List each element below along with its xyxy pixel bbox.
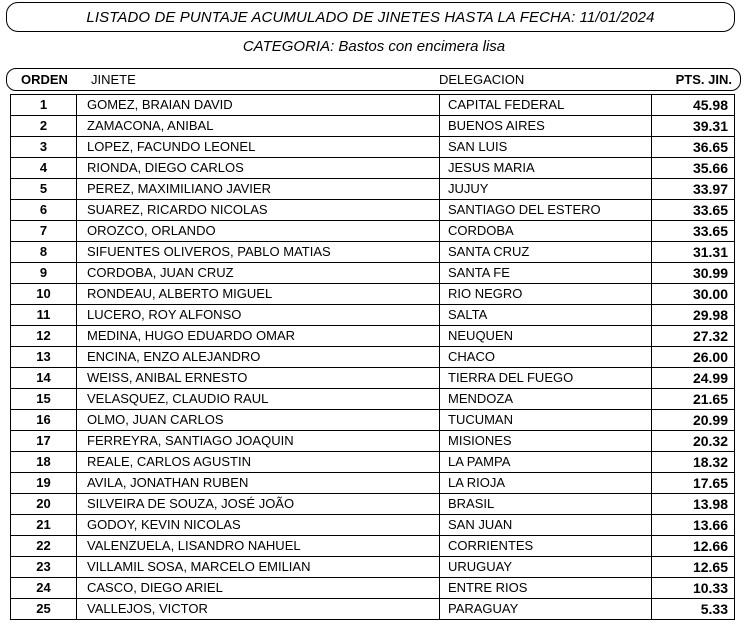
table-row [11, 599, 735, 620]
cell-pts: 21.65 [652, 389, 735, 410]
table-row [11, 95, 735, 116]
cell-pts: 29.98 [652, 305, 735, 326]
header-pts: PTS. JIN. [675, 72, 732, 87]
cell-delegacion: LA RIOJA [440, 473, 652, 494]
cell-jinete: AVILA, JONATHAN RUBEN [77, 473, 440, 494]
table-row [11, 326, 735, 347]
cell-delegacion: SALTA [440, 305, 652, 326]
category-label: CATEGORIA: Bastos con encimera lisa [242, 38, 506, 55]
cell-orden: 6 [11, 200, 77, 221]
cell-orden: 23 [11, 557, 77, 578]
table-row [11, 284, 735, 305]
table-row [11, 158, 735, 179]
table-row [11, 179, 735, 200]
cell-pts: 36.65 [652, 137, 735, 158]
cell-delegacion: BUENOS AIRES [440, 116, 652, 137]
cell-jinete: CASCO, DIEGO ARIEL [77, 578, 440, 599]
cell-jinete: RIONDA, DIEGO CARLOS [77, 158, 440, 179]
cell-orden: 15 [11, 389, 77, 410]
cell-orden: 12 [11, 326, 77, 347]
cell-orden: 8 [11, 242, 77, 263]
table-row [11, 116, 735, 137]
table-row [11, 389, 735, 410]
cell-orden: 19 [11, 473, 77, 494]
cell-pts: 20.32 [652, 431, 735, 452]
cell-orden: 17 [11, 431, 77, 452]
cell-delegacion: MENDOZA [440, 389, 652, 410]
table-row [11, 263, 735, 284]
cell-delegacion: SANTA FE [440, 263, 652, 284]
cell-pts: 24.99 [652, 368, 735, 389]
cell-jinete: LOPEZ, FACUNDO LEONEL [77, 137, 440, 158]
table-row [11, 578, 735, 599]
cell-pts: 13.66 [652, 515, 735, 536]
table-row [11, 473, 735, 494]
cell-pts: 18.32 [652, 452, 735, 473]
header-orden: ORDEN [21, 72, 68, 87]
cell-jinete: VALENZUELA, LISANDRO NAHUEL [77, 536, 440, 557]
cell-delegacion: LA PAMPA [440, 452, 652, 473]
table-row [11, 368, 735, 389]
cell-delegacion: JESUS MARIA [440, 158, 652, 179]
cell-pts: 5.33 [652, 599, 735, 620]
cell-pts: 33.65 [652, 200, 735, 221]
cell-orden: 16 [11, 410, 77, 431]
table-row [11, 200, 735, 221]
cell-pts: 39.31 [652, 116, 735, 137]
table-row [11, 305, 735, 326]
cell-jinete: VALLEJOS, VICTOR [77, 599, 440, 620]
cell-jinete: VILLAMIL SOSA, MARCELO EMILIAN [77, 557, 440, 578]
cell-delegacion: RIO NEGRO [440, 284, 652, 305]
cell-orden: 13 [11, 347, 77, 368]
cell-orden: 7 [11, 221, 77, 242]
cell-jinete: OLMO, JUAN CARLOS [77, 410, 440, 431]
cell-delegacion: SAN LUIS [440, 137, 652, 158]
cell-pts: 33.97 [652, 179, 735, 200]
cell-delegacion: ENTRE RIOS [440, 578, 652, 599]
cell-delegacion: SANTIAGO DEL ESTERO [440, 200, 652, 221]
cell-jinete: RONDEAU, ALBERTO MIGUEL [77, 284, 440, 305]
table-row [11, 515, 735, 536]
cell-pts: 20.99 [652, 410, 735, 431]
cell-orden: 2 [11, 116, 77, 137]
cell-jinete: SUAREZ, RICARDO NICOLAS [77, 200, 440, 221]
ranking-table-body [11, 95, 735, 620]
cell-pts: 30.00 [652, 284, 735, 305]
cell-pts: 13.98 [652, 494, 735, 515]
cell-delegacion: NEUQUEN [440, 326, 652, 347]
cell-pts: 27.32 [652, 326, 735, 347]
cell-delegacion: CORRIENTES [440, 536, 652, 557]
cell-jinete: SILVEIRA DE SOUZA, JOSÉ JOÃO [77, 494, 440, 515]
cell-delegacion: TIERRA DEL FUEGO [440, 368, 652, 389]
cell-pts: 30.99 [652, 263, 735, 284]
cell-delegacion: BRASIL [440, 494, 652, 515]
cell-orden: 4 [11, 158, 77, 179]
cell-jinete: WEISS, ANIBAL ERNESTO [77, 368, 440, 389]
header-delegacion: DELEGACION [439, 72, 525, 87]
cell-pts: 31.31 [652, 242, 735, 263]
cell-jinete: ZAMACONA, ANIBAL [77, 116, 440, 137]
cell-delegacion: TUCUMAN [440, 410, 652, 431]
cell-delegacion: URUGUAY [440, 557, 652, 578]
cell-pts: 12.66 [652, 536, 735, 557]
table-row [11, 494, 735, 515]
cell-orden: 20 [11, 494, 77, 515]
cell-delegacion: CHACO [440, 347, 652, 368]
cell-orden: 25 [11, 599, 77, 620]
table-row [11, 536, 735, 557]
cell-jinete: SIFUENTES OLIVEROS, PABLO MATIAS [77, 242, 440, 263]
cell-pts: 45.98 [652, 95, 735, 116]
table-row [11, 242, 735, 263]
cell-orden: 22 [11, 536, 77, 557]
table-header [6, 68, 741, 91]
cell-jinete: VELASQUEZ, CLAUDIO RAUL [77, 389, 440, 410]
cell-delegacion: MISIONES [440, 431, 652, 452]
cell-orden: 11 [11, 305, 77, 326]
cell-pts: 17.65 [652, 473, 735, 494]
header-jinete: JINETE [91, 72, 136, 87]
table-row [11, 410, 735, 431]
cell-orden: 3 [11, 137, 77, 158]
cell-delegacion: JUJUY [440, 179, 652, 200]
table-row [11, 452, 735, 473]
cell-jinete: OROZCO, ORLANDO [77, 221, 440, 242]
table-row [11, 221, 735, 242]
cell-orden: 1 [11, 95, 77, 116]
cell-delegacion: CAPITAL FEDERAL [440, 95, 652, 116]
cell-jinete: MEDINA, HUGO EDUARDO OMAR [77, 326, 440, 347]
table-row [11, 557, 735, 578]
cell-jinete: GODOY, KEVIN NICOLAS [77, 515, 440, 536]
cell-jinete: GOMEZ, BRAIAN DAVID [77, 95, 440, 116]
cell-jinete: CORDOBA, JUAN CRUZ [77, 263, 440, 284]
cell-orden: 9 [11, 263, 77, 284]
cell-orden: 24 [11, 578, 77, 599]
table-row [11, 137, 735, 158]
cell-jinete: REALE, CARLOS AGUSTIN [77, 452, 440, 473]
cell-jinete: ENCINA, ENZO ALEJANDRO [77, 347, 440, 368]
cell-jinete: PEREZ, MAXIMILIANO JAVIER [77, 179, 440, 200]
cell-pts: 35.66 [652, 158, 735, 179]
cell-orden: 21 [11, 515, 77, 536]
cell-delegacion: SANTA CRUZ [440, 242, 652, 263]
cell-jinete: LUCERO, ROY ALFONSO [77, 305, 440, 326]
cell-pts: 10.33 [652, 578, 735, 599]
cell-pts: 26.00 [652, 347, 735, 368]
table-row [11, 431, 735, 452]
cell-delegacion: CORDOBA [440, 221, 652, 242]
ranking-table [10, 94, 735, 620]
cell-orden: 10 [11, 284, 77, 305]
report-title-text: LISTADO DE PUNTAJE ACUMULADO DE JINETES HASTA LA FECHA: 11/01/2024 [86, 8, 655, 26]
table-row [11, 347, 735, 368]
cell-delegacion: PARAGUAY [440, 599, 652, 620]
report-title [6, 2, 735, 32]
cell-pts: 33.65 [652, 221, 735, 242]
cell-delegacion: SAN JUAN [440, 515, 652, 536]
cell-orden: 14 [11, 368, 77, 389]
cell-pts: 12.65 [652, 557, 735, 578]
cell-orden: 18 [11, 452, 77, 473]
cell-orden: 5 [11, 179, 77, 200]
cell-jinete: FERREYRA, SANTIAGO JOAQUIN [77, 431, 440, 452]
